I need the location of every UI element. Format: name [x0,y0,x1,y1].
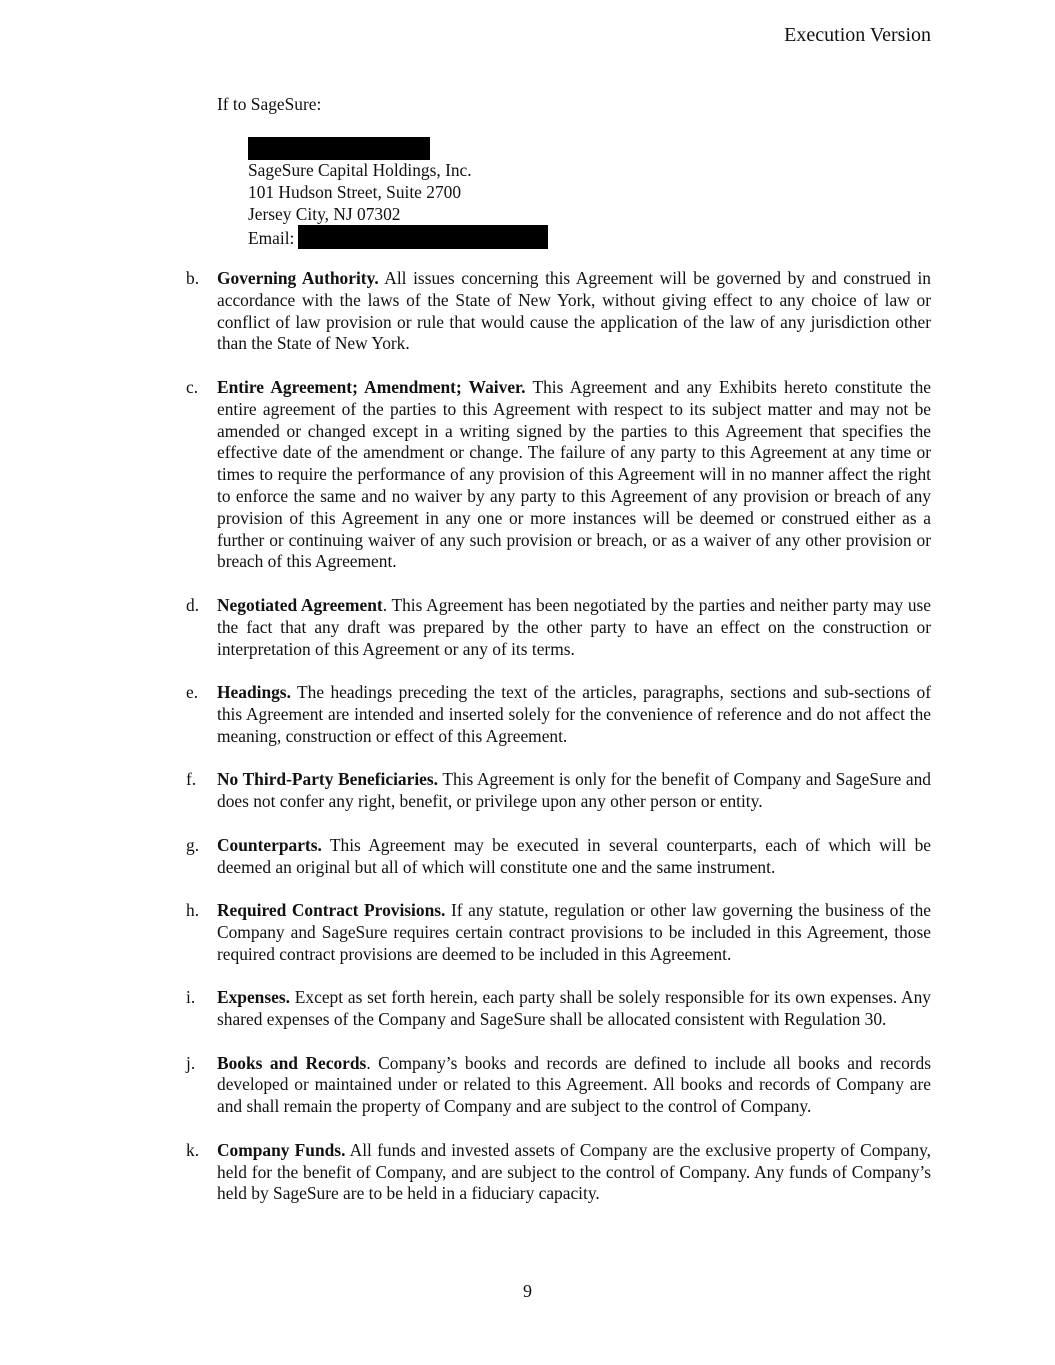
section-body [217,835,931,879]
section-headings [186,682,931,747]
section-title: Counterparts. [217,834,322,855]
section-letter: e. [186,682,199,703]
redacted-email-block [298,225,548,249]
section-body [217,682,931,747]
agreement-sections [186,268,931,1227]
notice-address-block [248,137,548,250]
section-body [217,1053,931,1118]
section-body [217,1140,931,1205]
section-letter: i. [186,987,196,1008]
section-expenses [186,987,931,1031]
section-title: Headings. [217,682,291,703]
section-letter: d. [186,594,200,615]
section-text: If any statute, regulation or other law governing the business of the Company and SageSure requires certain contract provisions to be included in this Agreement, those required contract provisions are deemed to be included in this Agreement. [217,900,931,964]
section-text: This Agreement and any Exhibits hereto constitute the entire agreement of the parties to this Agreement with respect to its subject matter and may not be amended or changed except in a writing signed by the parties to this Agreement that specifies the effective date of the amendment or change. The failure of any party to this Agreement at any time or times to require the performance of any provision of this Agreement will in no manner affect the right to enforce the same and no waiver by any party to this Agreement of any provision or breach of any provision of this Agreement in any one or more instances will be deemed or construed either as a further or continuing waiver of any such provision or breach, or as a waiver of any other provision or breach of this Agreement. [217,376,932,572]
section-text: . This Agreement has been negotiated by the parties and neither party may use the fact that any draft was prepared by the other party to have an effect on the construction or interpretation of this Agreement or any of its terms. [217,594,931,659]
section-counterparts [186,835,931,879]
section-title: Required Contract Provisions. [217,900,446,921]
section-body [217,900,931,965]
section-company-funds [186,1140,931,1205]
section-letter: b. [186,268,200,288]
section-body [217,377,931,573]
document-version-label: Execution Version [784,24,931,46]
section-text: The headings preceding the text of the articles, paragraphs, sections and sub-sections of this Agreement are intended and inserted solely for the convenience of reference and do not affect the meaning, construction or effect of this Agreement. [217,682,931,746]
section-letter: f. [186,769,197,790]
redacted-name-block [248,137,430,160]
section-title: Negotiated Agreement [217,594,383,615]
address-line-company: SageSure Capital Holdings, Inc. [248,160,472,180]
address-line-city: Jersey City, NJ 07302 [248,203,401,224]
section-body [217,268,931,355]
page-number: 9 [523,1281,532,1301]
section-text: All issues concerning this Agreement will be governed by and construed in accordance with the laws of the State of New York, without giving effect to any choice of law or conflict of law provision or rule that would cause the application of the law of any jurisdiction other than the State of New York. [217,268,931,354]
section-title: Expenses. [217,987,290,1008]
section-letter: j. [186,1052,196,1073]
notice-recipient-label: If to SageSure: [217,94,322,114]
section-no-third-party [186,769,931,813]
section-title: Entire Agreement; Amendment; Waiver. [217,376,526,397]
section-text: . Company’s books and records are defined to include all books and records developed or maintained under or related to this Agreement. All books and records of Company are and shall remain the property of Company and are subject to the control of Company. [217,1052,932,1117]
section-body [217,987,931,1031]
section-letter: g. [186,834,200,855]
email-label: Email: [248,228,295,249]
section-governing-authority [186,268,931,355]
section-text: All funds and invested assets of Company are the exclusive property of Company, held for the benefit of Company, and are subject to the control of Company. Any funds of Company’s held by SageSure are to be held in a fiduciary capacity. [217,1139,932,1204]
section-letter: k. [186,1139,200,1160]
address-line-email [248,225,548,250]
section-title: Governing Authority. [217,268,379,288]
section-body [217,769,931,813]
section-title: No Third-Party Beneficiaries. [217,769,439,790]
section-required-provisions [186,900,931,965]
section-entire-agreement [186,377,931,573]
section-text: This Agreement may be executed in several counterparts, each of which will be deemed an original but all of which will constitute one and the same instrument. [217,834,931,877]
address-line-street: 101 Hudson Street, Suite 2700 [248,181,462,202]
section-text: Except as set forth herein, each party shall be solely responsible for its own expenses. Any shared expenses of the Company and SageSure shall be allocated consistent with Regulation 30. [217,987,931,1030]
section-title: Company Funds. [217,1139,346,1160]
section-books-records [186,1053,931,1118]
section-letter: h. [186,900,200,921]
section-text: This Agreement is only for the benefit of Company and SageSure and does not confer any right, benefit, or privilege upon any other person or entity. [217,769,931,812]
section-letter: c. [186,376,199,397]
section-body [217,595,931,660]
section-title: Books and Records [217,1052,367,1073]
section-negotiated-agreement [186,595,931,660]
